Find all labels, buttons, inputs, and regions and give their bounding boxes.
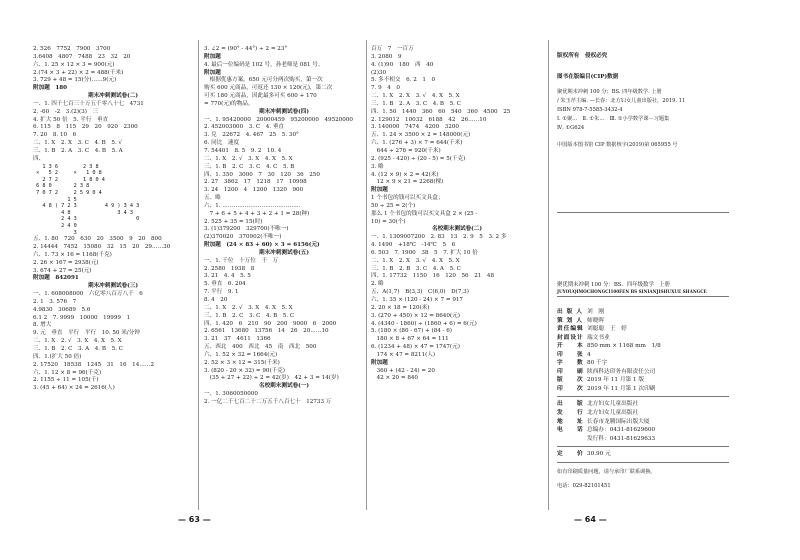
answer-line: 一、1. 1309007200 2. 83 13 2. 9 5 3. 2 多 xyxy=(371,234,507,241)
answer-line: 2. 6561 13680 13756 14 26 20……10 xyxy=(204,328,329,335)
answer-line: 7. 9 4 0 xyxy=(371,85,400,92)
answer-column-3 xyxy=(371,46,543,383)
answer-line: 2. 14444 7452 15080 32 15 20 29……30 xyxy=(33,244,171,251)
answer-line: 4. 1490 +18℃ -14℃ 5 6 xyxy=(371,242,456,249)
section-title: 名校期末测试卷(一) xyxy=(258,383,310,390)
cip-title: 图书在版编目(CIP)数据 xyxy=(557,74,619,80)
answer-line: 7. 54401 8. 5 9. 2 10. 4 xyxy=(204,147,282,154)
publication-info xyxy=(557,308,729,495)
info-value: 瑞文书业 xyxy=(587,334,610,341)
answer-line: 五、西北 400 西北 45 南 西北 500 xyxy=(204,344,317,351)
answer-line: 二、1. X 2. X 3. C 4. B 5. √ xyxy=(33,140,123,147)
answer-line: 百万 7 一百万 xyxy=(371,46,414,52)
divider xyxy=(557,446,729,447)
answer-line: 六、1. 52 × 32 = 1664(元) xyxy=(204,351,278,358)
answer-line: 3. 兑 22672 4. 467 25 5. 30° xyxy=(204,132,299,139)
answer-line: 12 × 9 × 21 = 2268(棵) xyxy=(371,179,444,186)
answer-line: 附加题 xyxy=(204,53,221,60)
info-row xyxy=(557,342,729,351)
answer-line: 2. (925 - 420) ÷ (20 - 5) = 5(千克) xyxy=(371,155,466,162)
info-label: 印 张 xyxy=(557,351,584,358)
page-number: — 63 — xyxy=(178,515,211,524)
answer-line: 3. 21 37 4611 1366 xyxy=(204,336,271,343)
info-value: 北方妇女儿童出版社 xyxy=(587,410,639,417)
answer-line: 3. 略 xyxy=(371,163,384,170)
info-value: 发行科：0431-81629633 xyxy=(587,435,656,442)
info-label: 字 数 xyxy=(557,360,584,367)
info-label: 版 次 xyxy=(557,377,584,384)
info-row xyxy=(557,368,729,377)
answer-line: 附加题 xyxy=(371,187,388,194)
answer-line: 3. 2080 9 xyxy=(371,53,402,60)
info-value: 850 mm × 1168 mm 1/8 xyxy=(587,343,661,350)
section-title: 期末冲刺测试卷(四) xyxy=(258,108,310,115)
answer-line: 聚优期末冲刺 100 分；BS. 四年级数学. 上册 xyxy=(557,89,662,95)
answer-line: 7 + 6 + 5 + 4 + 3 + 2 + 1 = 28(种) xyxy=(204,210,310,217)
divider xyxy=(557,462,729,463)
page-gutter xyxy=(548,40,549,510)
answer-line: 五、1. 24 × 3500 × 2 = 148000(元) xyxy=(371,132,471,139)
answer-line: 2. 52 × 3 × 12 = 315(千米) xyxy=(204,359,280,366)
info-row xyxy=(557,317,729,326)
answer-line: 二、1. X 2. √ 3. X 4. X 5. X xyxy=(33,338,122,345)
answer-line: 三、1. B 2. A 3. C 4. B 5. C xyxy=(371,100,461,107)
info-row xyxy=(557,334,729,343)
info-row xyxy=(557,409,729,418)
answer-line: 644 ÷ 276 = 920(千米) xyxy=(371,147,441,154)
answer-line: 2. 一亿二千七百二十二万五千八百七十 12733 万 xyxy=(204,398,332,405)
answer-line: 3. (1)379200 329700(不唯一) xyxy=(204,226,289,233)
answer-line: 4. 最后一位编码是 102 号，孙老师是 081 号。 xyxy=(204,61,324,68)
answer-line: 2. 452003000 3. C 4. 垂直 xyxy=(204,124,285,131)
answer-line: 4.9830 30689 5.6 xyxy=(33,306,91,313)
answer-line: 3. 24 1200 4 1200 1320 900 xyxy=(204,187,304,194)
answer-line: 2. 20 × 18 = 120(米) xyxy=(371,304,430,311)
answer-line: (2)370020 370902(不唯一) xyxy=(204,234,282,241)
answer-line: 6. 同比 速度 xyxy=(204,140,240,147)
section-title: 期末冲刺测试卷(三) xyxy=(87,283,139,290)
info-label xyxy=(557,435,587,444)
answer-line: 附加题 842091 xyxy=(33,275,79,282)
answer-line: 购买 600 元商品，可返还 130 × 120(元)，第二次 xyxy=(204,85,333,92)
answer-line: 4. (4340 - 1860) ÷ (1860 + 6) = 6(元) xyxy=(371,320,477,327)
info-label: 发 行 xyxy=(557,410,584,417)
info-row xyxy=(557,418,729,427)
answer-line: 42 × 20 = 840 xyxy=(371,375,418,382)
answer-line: 360 + (42 - 24) = 20 xyxy=(371,367,435,374)
answer-line: 174 × 47 = 8211(人) xyxy=(371,351,436,358)
answer-line: 四、1.(扩大 50 倍) xyxy=(33,353,82,360)
answer-line: 五、1. 80 720 630 20 3500 9 20 800 xyxy=(33,236,162,243)
answer-line: 四、1. 350 3000 7 30 120 36 250 xyxy=(204,171,320,178)
answer-line: 1 个书包的钱可以买文具盒； xyxy=(371,195,444,202)
answer-line: 6. 503 7. 1900 38 5 7. 扩大 10 倍 xyxy=(371,249,478,256)
answer-line: 三、1. B 2. B 3. C 4. A 5. C xyxy=(371,265,461,272)
info-row xyxy=(557,351,729,360)
info-row xyxy=(557,426,729,435)
answer-line: / 朱玉芹主编. —长春：北方妇女儿童出版社，2019. 11 xyxy=(557,98,686,104)
info-value: 刘 刚 xyxy=(587,309,605,315)
info-value: 2019 年 11 月第 1 次印刷 xyxy=(587,385,656,392)
answer-line: 4. (1)90 180 西 40 xyxy=(371,61,434,68)
answer-line: 二、1. X 2. X 3. √ 4. X 5. X xyxy=(371,93,460,100)
info-row xyxy=(557,435,729,444)
answer-line: 7. 平行 9. 1 xyxy=(204,289,239,296)
copyright-page xyxy=(557,46,729,150)
column-divider xyxy=(366,40,367,510)
section-title: 期末冲刺测试卷(二) xyxy=(87,93,139,100)
answer-line: 电话：029-82101451 xyxy=(557,482,611,489)
book-title: 聚优期末冲刺 100 分：BS．四年级数学 上册 xyxy=(557,282,671,288)
info-row xyxy=(557,385,729,394)
column-divider xyxy=(198,40,199,510)
info-label: 开 本 xyxy=(557,343,584,350)
answer-line: = 770(元)的物品。 xyxy=(204,100,254,107)
info-row xyxy=(557,400,729,409)
answer-line: 如有印刷质量问题，请与承印厂联系调换。 xyxy=(557,468,656,475)
answer-line: 2. 27 3862 17 1218 17 10998 xyxy=(204,179,307,186)
answer-line: 8. 4 20 xyxy=(204,297,228,303)
info-label: 印 刷 xyxy=(557,368,584,375)
info-label: 电 话 xyxy=(557,427,584,434)
answer-line: 六、1. …………………………………… xyxy=(204,202,301,209)
answer-line: 2. 17520 18538 1245 31 16 14……2 xyxy=(33,361,155,368)
answer-line: (2)30 xyxy=(371,69,387,76)
answer-line: 2. 526 7752 7900 3700 xyxy=(33,46,111,52)
answer-line: 六、1. 73 × 16 = 1168(千克) xyxy=(33,251,112,258)
info-row xyxy=(557,359,729,368)
answer-line: 6. (1234 + 48) × 47 = 1747(元) xyxy=(371,344,460,351)
divider xyxy=(557,396,729,397)
answer-line: 2. 略 xyxy=(371,281,384,288)
divider xyxy=(557,212,729,213)
answer-line: 2. 1155 ÷ 11 = 105(千) xyxy=(33,377,99,384)
info-row xyxy=(557,325,729,334)
answer-line: 2. 1 3. 576 7 xyxy=(33,298,77,305)
answer-line: 根据优惠方案，650 元可分两次购买，第一次 xyxy=(204,77,323,84)
info-label: 出 版 xyxy=(557,401,584,408)
answer-line: 50 ÷ 25 = 2(个) xyxy=(371,202,416,209)
answer-line: 4. 扩大 50 倍 5. 平行 垂直 xyxy=(33,116,109,123)
answer-line: 附加题 xyxy=(371,359,388,366)
answer-line: 5. (180 × (80 - 67) + (84 - 6) xyxy=(371,328,452,335)
answer-line: 8. 增大 xyxy=(33,322,52,329)
info-row xyxy=(557,308,729,317)
answer-line: 附加题 xyxy=(204,69,221,76)
info-value: 刘聪聪 王 婷 xyxy=(587,326,627,333)
info-value: 2019 年 11 月第 1 版 xyxy=(587,377,645,384)
divider xyxy=(557,296,729,297)
info-label: 责任编辑 xyxy=(557,326,584,333)
answer-line: 5. 多不相交 6. 2 1 0 xyxy=(371,77,436,84)
answer-line: 一、1. 千位 十万位 千 万 xyxy=(204,257,279,264)
section-title: 名校期末测试卷(二) xyxy=(431,226,483,233)
answer-line: 3. 674 + 27 = 25(元) xyxy=(33,267,92,274)
info-value: 总编办：0431-81629600 xyxy=(587,427,656,434)
info-value: 师晓晖 xyxy=(587,317,605,324)
price-row: 定 价 30.90 元 xyxy=(557,451,611,458)
answer-line: 5. 垂直 6. 204 xyxy=(204,281,246,288)
answer-line: 一、1. 四千七百三十万五千零八十七 4731 xyxy=(33,100,144,107)
answer-line: 可买 180 元商品，因此最多可买 600 + 170 xyxy=(204,93,317,100)
answer-line: 二、1. X 2. X 3. √ 4. X 5. X xyxy=(371,257,460,264)
answer-line: 四、 xyxy=(33,155,45,162)
answer-line: 六、1. (276 + 3) × 7 = 644(千米) xyxy=(371,140,463,147)
answer-line: 3. (45 + 64) × 24 = 2616(人) xyxy=(33,385,115,392)
info-label: 地 址 xyxy=(557,418,584,425)
answer-line: 三、1. B 2. C 3. C 4. C 5. B xyxy=(204,163,295,170)
answer-line: 2. 26 × 167 = 2938(元) xyxy=(33,259,99,266)
cip-note: 中国版本图书馆 CIP 数据核字(2019)第 065955 号 xyxy=(557,142,678,148)
answer-line: (35 + 27 + 22) ÷ 2 = 42(岁) 42 + 3 = 14(岁) xyxy=(204,375,339,382)
answer-line: 五、A(1,7) B(3,3) C(6,0) D(7,3) xyxy=(371,289,469,296)
info-label: 出 版 人 xyxy=(557,309,584,315)
answer-line: 10) = 30(个) xyxy=(371,218,406,225)
answer-line: 2. 525 + 35 = 15(时) xyxy=(204,218,263,225)
answer-line: 三、1. B 2. A 3. C 4. B 5. A xyxy=(33,147,123,154)
answer-line: 一、1. 608008000 六亿零八百万八千 6 xyxy=(33,291,143,298)
answer-line: 6. 115 8 115 29 20 920 2300 xyxy=(33,124,138,131)
info-value: 80 千字 xyxy=(587,360,608,367)
answer-line: 3. 729 + 48 = 15(分)……9(元) xyxy=(33,77,117,84)
answer-line: 3. (820 - 20 × 32) = 90(千克) xyxy=(204,367,285,374)
info-label: 策 划 人 xyxy=(557,317,584,324)
answer-line: 3. ∠2 = (90° - 44°) ÷ 2 = 23° xyxy=(204,46,288,52)
answer-line: 三、1. B 2. C 3. C 4. B 5. C xyxy=(204,312,295,319)
answer-line: 180 × 8 + 67 × 64 = 111 xyxy=(371,336,449,343)
answer-column-1 xyxy=(33,46,193,393)
answer-line: Ⅳ. ①G624 xyxy=(557,125,585,131)
info-label: 封面设计 xyxy=(557,334,584,341)
answer-line: 4. (12 × 9) × 2 = 42(米) xyxy=(371,171,439,178)
answer-line: 3.6408 4807 7488 23 32 20 xyxy=(33,53,131,60)
answer-line: 四、1. 50 1440 360 60 540 360 4500 25 xyxy=(371,108,511,115)
answer-column-2 xyxy=(204,46,364,407)
answer-line: 7. 20 8. 10 6 xyxy=(33,132,77,139)
answer-line: 3. 21 4. 4 5. 5 xyxy=(204,273,251,280)
answer-line: 附加题 (24 × 83 + 60) × 3 = 6156(元) xyxy=(204,242,320,249)
info-value: 4 xyxy=(587,351,591,358)
answer-line: 6.1 2 7. 9999 10000 19999 1 xyxy=(33,314,131,321)
vertical-multiplication: 1 3 6 2 3 8 × 5 2 × 1 0 8 2 7 2 1 8 0 4 6 8 0 2 3 8 7 0 7 2 2 5 9 0 4 xyxy=(36,163,105,197)
long-division: 1 5 4 8 ) 7 2 3 4 9 ) 3 4 3 4 8 3 4 3 2 4 3 0 2 4 0 3 xyxy=(42,196,140,236)
answer-line: 二、1. X 2. √ 3. X 4. X 5. X xyxy=(204,304,293,311)
answer-line: 三、1. B 2. C 3. A 4. B 5. C xyxy=(33,346,123,352)
book-pinyin: JUYOUQIMOCHONGCI100FEN BS SINIANJISHUXUE SHANGCE xyxy=(557,289,707,294)
answer-line: 那么 1 个书包的钱可以买文具盒 2 × (25 - xyxy=(371,210,478,217)
answer-line: 2. 2580 1938 8 xyxy=(204,265,255,272)
answer-line: 四、1. 420 6 210 90 200 9000 6 2000 xyxy=(204,320,337,327)
answer-line: 2. -60 -2 3.(2)(3) 三 xyxy=(33,108,99,115)
info-value: 北方妇女儿童出版社 xyxy=(587,401,639,408)
answer-line: 一、1. 3060050000 xyxy=(204,391,258,398)
page-number: — 64 — xyxy=(574,515,607,524)
answer-line: 六、1. 25 × 12 × 3 = 900(元) xyxy=(33,61,115,68)
answer-line: Ⅰ. ①聚… Ⅱ. ①朱… Ⅲ. ①小学数学课－习题集 xyxy=(557,116,670,122)
answer-line: 五、略 xyxy=(204,195,221,202)
answer-line: 二、1. X 2. √ 3. X 4. X 5. X xyxy=(204,155,293,162)
section-title: 期末冲刺测试卷(五) xyxy=(258,249,310,256)
answer-line: 附加题 180 xyxy=(33,85,68,92)
answer-line: 3. (270 + 450) × 12 = 8640(元) xyxy=(371,312,460,319)
answer-line: 9. 元 垂直 平行 平行 10. 50 米/分钟 xyxy=(33,330,140,337)
answer-line: ISBN 978-7-5585-3432-4 xyxy=(557,107,623,113)
copyright-notice: 版权所有 侵权必究 xyxy=(557,53,608,59)
info-label: 印 次 xyxy=(557,385,584,392)
answer-line: 一、1. 95420000 20000459 95200000 49520000 xyxy=(204,116,353,123)
answer-line: 2. 129012 10032 6188 42 26……10 xyxy=(371,116,487,123)
info-value: 陕西科达印务有限责任公司 xyxy=(587,368,656,375)
answer-line: 2.(74 × 3 + 22) × 2 = 488(千米) xyxy=(33,69,124,76)
info-row xyxy=(557,376,729,385)
answer-line: 3. 140000 7474 4200 3200 xyxy=(371,124,459,131)
answer-line: 六、1. 12 × 8 = 96(千克) xyxy=(33,369,102,376)
answer-line: 四、1. 17732 1150 16 120 56 21 48 xyxy=(371,273,495,280)
answer-line: 六、1. 35 × (120 - 24) × 7 = 917 xyxy=(371,297,463,303)
info-value: 长春市龙腾国际出版大厦 xyxy=(587,418,650,425)
